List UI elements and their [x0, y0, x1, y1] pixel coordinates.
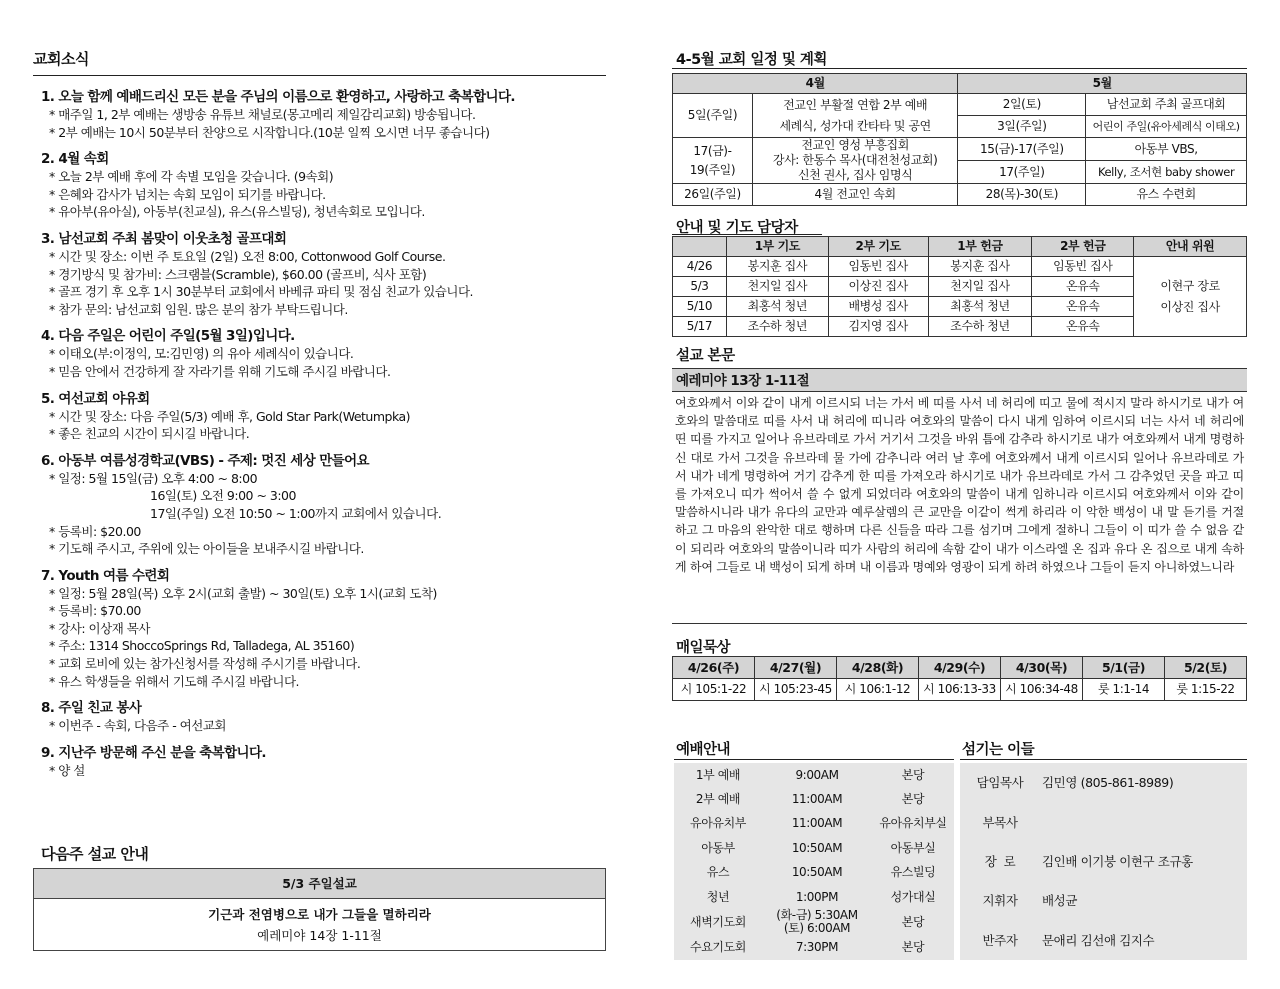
table-row: [960, 802, 1247, 841]
table-row: [674, 812, 954, 836]
table-row: [960, 881, 1247, 920]
schedule-date-line: 19(주일): [689, 162, 736, 177]
sermon-title: 설교 본문: [676, 348, 735, 364]
news-line: * 참가 문의: 남선교회 임원. 많은 분의 참가 부탁드립니다.: [49, 301, 348, 317]
schedule-event: 4월 전교인 속회: [752, 184, 958, 206]
news-heading: 4. 다음 주일은 어린이 주일(5월 3일)입니다.: [41, 328, 295, 345]
duty-header: [673, 237, 727, 257]
schedule-event: 남선교회 주최 골프대회: [1086, 94, 1247, 116]
next-sermon-scripture: 예레미야 14장 1-11절: [257, 928, 382, 943]
duty-cell: 온유속: [1032, 297, 1134, 317]
sermon-passage: 예레미야 13장 1-11절: [672, 368, 1247, 392]
daily-day: 4/26(주): [673, 657, 755, 679]
duty-cell: 봉지훈 집사: [726, 257, 828, 277]
duty-header: 1부 헌금: [928, 237, 1032, 257]
news-line: * 이태오(부:이정익, 모:김민영) 의 유아 세례식이 있습니다.: [49, 346, 354, 362]
daily-day: 4/28(화): [837, 657, 919, 679]
news-line: * 유스 학생들을 위해서 기도해 주시길 바랍니다.: [49, 673, 299, 689]
news-line: * 오늘 2부 예배 후에 각 속별 모임을 갖습니다. (9속회): [49, 169, 334, 185]
next-sermon-title: 다음주 설교 안내: [41, 845, 149, 863]
table-row: [674, 909, 954, 935]
news-line: * 믿음 안에서 건강하게 잘 자라기를 위해 기도해 주시길 바랍니다.: [49, 363, 391, 379]
duty-date: 5/10: [673, 297, 727, 317]
news-line: * 등록비: $70.00: [49, 603, 141, 619]
schedule-event: Kelly, 조서현 baby shower: [1086, 161, 1247, 184]
news-line: * 일정: 5월 15일(금) 오후 4:00 ~ 8:00: [49, 470, 258, 486]
table-row: [673, 257, 1247, 277]
server-names: 김인배 이기붕 이현구 조규홍: [1042, 853, 1193, 869]
schedule-event-line: 강사: 한동수 목사(대전천성교회): [772, 153, 938, 167]
news-heading: 2. 4월 속회: [41, 151, 109, 168]
duty-cell: 최홍석 청년: [726, 297, 828, 317]
table-row: [674, 836, 954, 860]
server-role: 장 로: [984, 853, 1016, 869]
worship-table: [674, 763, 954, 960]
daily-day: 4/27(월): [755, 657, 837, 679]
news-item-7: [33, 567, 606, 691]
daily-day: 4/30(목): [1001, 657, 1083, 679]
next-sermon-box: [33, 868, 606, 951]
church-news-column: [33, 48, 606, 978]
daily-reading: 시 106:13-33: [919, 679, 1001, 701]
server-role: 부목사: [982, 814, 1018, 830]
table-row: [674, 935, 954, 959]
worship-place: 유아유치부실: [879, 816, 947, 831]
worship-place: 성가대실: [890, 889, 936, 904]
schedule-date: 15(금)-17(주일): [958, 138, 1086, 161]
duty-date: 5/3: [673, 277, 727, 297]
worship-time: 7:30PM: [795, 940, 839, 955]
church-news-title: 교회소식: [33, 50, 89, 68]
schedule-date: 5일(주일): [673, 94, 753, 138]
news-heading: 9. 지난주 방문해 주신 분을 축복합니다.: [41, 744, 266, 761]
church-news-divider: [33, 75, 606, 76]
duty-cell: 최홍석 청년: [928, 297, 1032, 317]
news-line: 17일(주일) 오전 10:50 ~ 1:00까지 교회에서 있습니다.: [150, 505, 442, 521]
schedule-event-line: 신천 권사, 집사 임명식: [797, 168, 913, 182]
news-line: * 주소: 1314 ShoccoSprings Rd, Talladega, AL 35160): [49, 638, 355, 654]
daily-reading: 시 105:23-45: [755, 679, 837, 701]
news-line: * 시간 및 장소: 다음 주일(5/3) 예배 후, Gold Star Park(Wetumpka): [49, 408, 411, 424]
daily-title: 매일묵상: [676, 640, 731, 656]
table-row: [674, 861, 954, 885]
usher-name: 이현구 장로: [1160, 278, 1220, 293]
worship-title: 예배안내: [674, 738, 954, 760]
duty-header: 1부 기도: [726, 237, 828, 257]
worship-time-line: (화-금) 5:30AM: [776, 908, 858, 923]
news-line: * 골프 경기 후 오후 1시 30분부터 교회에서 바베큐 파티 및 점심 친교가 있습니다.: [49, 284, 473, 300]
server-role: 반주자: [982, 932, 1018, 948]
schedule-date: 26일(주일): [673, 184, 753, 206]
news-heading: 8. 주일 친교 봉사: [41, 700, 142, 717]
worship-name: 유아유치부: [690, 816, 746, 831]
daily-day: 5/2(토): [1165, 657, 1247, 679]
worship-place: 본당: [901, 792, 925, 807]
daily-day: 4/29(수): [919, 657, 1001, 679]
duty-date: 5/17: [673, 317, 727, 337]
church-info-column: [672, 48, 1247, 978]
server-role: 담임목사: [976, 775, 1024, 791]
news-line: * 이번주 - 속회, 다음주 - 여선교회: [49, 718, 226, 734]
schedule-date: 2일(토): [958, 94, 1086, 116]
worship-name: 유스: [706, 865, 730, 880]
worship-time: 10:50AM: [791, 840, 843, 855]
schedule-event: [752, 94, 958, 138]
news-heading: 5. 여선교회 야유회: [41, 390, 150, 407]
worship-time: 11:00AM: [791, 792, 843, 807]
daily-reading: 시 106:1-12: [837, 679, 919, 701]
news-item-5: [33, 390, 606, 443]
duty-cell: 온유속: [1032, 317, 1134, 337]
news-item-3: [33, 230, 606, 318]
worship-guide: [674, 738, 954, 960]
duty-cell: 온유속: [1032, 277, 1134, 297]
schedule-date: 3일(주일): [958, 116, 1086, 138]
news-heading: 3. 남선교회 주최 봄맞이 이웃초청 골프대회: [41, 230, 287, 247]
news-heading: 7. Youth 여름 수련회: [41, 567, 170, 584]
server-names: 문애리 김선애 김지수: [1042, 932, 1155, 948]
worship-time: 1:00PM: [795, 889, 839, 904]
news-item-1: [33, 88, 606, 141]
news-heading: 6. 아동부 여름성경학교(VBS) - 주제: 멋진 세상 만들어요: [41, 452, 370, 469]
duty-date: 4/26: [673, 257, 727, 277]
worship-time: 9:00AM: [795, 767, 839, 782]
table-row: [960, 763, 1247, 802]
worship-place: 본당: [901, 914, 925, 929]
servers-table: [960, 763, 1247, 960]
worship-name: 수요기도회: [690, 940, 746, 955]
duty-cell: 천지일 집사: [928, 277, 1032, 297]
server-names: 김민영 (805-861-8989): [1042, 775, 1174, 791]
news-line: * 좋은 친교의 시간이 되시길 바랍니다.: [49, 426, 250, 442]
news-line: * 교회 로비에 있는 참가신청서를 작성해 주시기를 바랍니다.: [49, 656, 361, 672]
duty-cell: 천지일 집사: [726, 277, 828, 297]
worship-time: 10:50AM: [791, 865, 843, 880]
duty-cell: 이상진 집사: [828, 277, 928, 297]
news-item-9: [33, 744, 606, 780]
schedule-date: [673, 138, 753, 184]
news-item-2: [33, 150, 606, 221]
worship-time-line: (토) 6:00AM: [783, 921, 851, 936]
may-header: 5월: [958, 74, 1247, 94]
server-role: 지휘자: [982, 893, 1018, 909]
schedule-table: [672, 73, 1247, 206]
duty-header: 2부 기도: [828, 237, 928, 257]
duty-divider: [672, 234, 822, 235]
sermon-text: 여호와께서 이와 같이 내게 이르시되 너는 가서 베 띠를 사서 네 허리에 띠고 물에 적시지 말라 하시기로 내가 여호와의 말씀대로 띠를 사서 내 허리에 띠니라 여호와의 말씀이 다시 내게 임하여 이르시되 너는 사서 네 허리에 띤 띠를 가지고 일어나 유브라데로 가서 거기서 그것을 바위 틈에 감추라 하시기로 내가 여호와께서 내게 명령하신 대로 가서 그것을 유브라데 물 가에 감추니라 여러 날 후에 여호와께서 내게 이르시되 일어나 유브라데로 가서 내가 네게 명령하여 거기 감추게 한 띠를 가져오라 하시기로 내가 유브라데로 가서 그 감추었던 곳을 파고 띠를 가져오니 띠가 썩어서 쓸 수 없게 되었더라 여호와의 말씀이 내게 임하니라 이르시되 여호와께서 이와 같이 말씀하시니라 내가 유다의 교만과 예루살렘의 큰 교만을 이같이 썩게 하리라 이 악한 백성이 내 말 듣기를 거절하고 그 마음의 완악한 대로 행하며 다른 신들을 따라 그를 섬기며 그에게 절하니 그들이 이 띠가 쓸 수 없음 같이 되리라 여호와의 말씀이니라 띠가 사람의 허리에 속함 같이 내가 이스라엘 온 집과 유다 온 집으로 내게 속하게 하여 그들로 내 백성이 되게 하며 내 이름과 명예와 영광이 되게 하려 하였으나 그들이 듣지 아니하였느니라: [672, 392, 1247, 624]
april-header: 4월: [673, 74, 958, 94]
schedule-date: 28(목)-30(토): [958, 184, 1086, 206]
news-heading: 1. 오늘 함께 예배드리신 모든 분을 주님의 이름으로 환영하고, 사랑하고 축복합니다.: [41, 89, 515, 105]
servers-title: 섬기는 이들: [960, 738, 1247, 760]
next-sermon-heading: 기근과 전염병으로 내가 그들을 멸하리라: [208, 907, 431, 922]
daily-reading: 시 105:1-22: [673, 679, 755, 701]
worship-name: 2부 예배: [695, 792, 741, 807]
server-names: [1040, 802, 1247, 841]
duty-cell: 봉지훈 집사: [928, 257, 1032, 277]
daily-day: 5/1(금): [1083, 657, 1165, 679]
schedule-event-line: 전교인 부활절 연합 2부 예배: [783, 97, 928, 112]
schedule-event-line: 세례식, 성가대 칸타타 및 공연: [779, 118, 931, 133]
news-line: * 강사: 이상재 목사: [49, 620, 150, 636]
schedule-event: 유스 수련회: [1086, 184, 1247, 206]
worship-name: 아동부: [701, 840, 735, 855]
duty-cell: 조수하 청년: [726, 317, 828, 337]
news-line: * 매주일 1, 2부 예배는 생방송 유튜브 채널로(몽고메리 제일감리교회) 방송됩니다.: [49, 107, 476, 122]
table-row: [674, 763, 954, 787]
table-row: [960, 842, 1247, 881]
news-line: * 기도해 주시고, 주위에 있는 아이들을 보내주시길 바랍니다.: [49, 541, 364, 557]
duty-table: [672, 236, 1247, 337]
daily-reading: 룻 1:1-14: [1083, 679, 1165, 701]
news-line: 16일(토) 오전 9:00 ~ 3:00: [150, 488, 296, 504]
duty-title: 안내 및 기도 담당자: [676, 220, 798, 236]
schedule-title: 4-5월 교회 일정 및 계획: [676, 52, 827, 68]
servers-list: [960, 738, 1247, 960]
daily-reading: 시 106:34-48: [1001, 679, 1083, 701]
schedule-date: 17(주일): [958, 161, 1086, 184]
server-names: 배성균: [1042, 893, 1078, 909]
duty-cell: 임동빈 집사: [828, 257, 928, 277]
worship-place: 아동부실: [890, 840, 936, 855]
worship-place: 본당: [901, 767, 925, 782]
worship-place: 본당: [901, 940, 925, 955]
schedule-event: 아동부 VBS,: [1086, 138, 1247, 161]
table-row: [674, 787, 954, 811]
news-item-8: [33, 699, 606, 735]
daily-reading: 룻 1:15-22: [1165, 679, 1247, 701]
daily-devotion-table: [672, 656, 1247, 701]
news-line: * 경기방식 및 참가비: 스크램블(Scramble), $60.00 (골프비, 식사 포함): [49, 266, 427, 282]
table-row: [674, 885, 954, 909]
worship-place: 유스빌딩: [890, 865, 936, 880]
duty-cell: 김지영 집사: [828, 317, 928, 337]
schedule-date-line: 17(금)-: [693, 143, 732, 158]
table-row: [960, 921, 1247, 960]
duty-cell: 배병성 집사: [828, 297, 928, 317]
worship-name: 청년: [706, 889, 730, 904]
schedule-event-line: 전교인 영성 부흥집회: [801, 138, 909, 152]
duty-cell: 조수하 청년: [928, 317, 1032, 337]
news-line: * 등록비: $20.00: [49, 523, 141, 539]
news-item-6: [33, 452, 606, 558]
schedule-event: [752, 138, 958, 184]
news-line: * 은혜와 감사가 넘치는 속회 모임이 되기를 바랍니다.: [49, 186, 326, 202]
worship-name: 새벽기도회: [690, 914, 746, 929]
news-line: * 일정: 5월 28일(목) 오후 2시(교회 출발) ~ 30일(토) 오후 1시(교회 도착): [49, 585, 437, 601]
news-item-4: [33, 327, 606, 380]
news-line: * 양 설: [49, 762, 85, 778]
news-line: * 시간 및 장소: 이번 주 토요일 (2일) 오전 8:00, Cottonwood Golf Course.: [49, 248, 446, 264]
duty-cell: 임동빈 집사: [1032, 257, 1134, 277]
worship-name: 1부 예배: [695, 767, 741, 782]
schedule-event: 어린이 주일(유아세례식 이태오): [1086, 116, 1247, 138]
ushers-cell: [1134, 257, 1247, 337]
worship-time: 11:00AM: [791, 816, 843, 831]
duty-header: 안내 위원: [1134, 237, 1247, 257]
schedule-divider: [672, 68, 1247, 69]
usher-name: 이상진 집사: [1160, 299, 1220, 314]
duty-header: 2부 헌금: [1032, 237, 1134, 257]
next-sermon-date: 5/3 주일설교: [34, 869, 605, 899]
news-line: * 유아부(유아실), 아동부(친교실), 유스(유스빌딩), 청년속회로 모입니다.: [49, 204, 425, 220]
worship-time: [762, 909, 872, 935]
news-line: * 2부 예배는 10시 50분부터 찬양으로 시작합니다.(10분 일찍 오시면 너무 좋습니다): [49, 124, 490, 140]
